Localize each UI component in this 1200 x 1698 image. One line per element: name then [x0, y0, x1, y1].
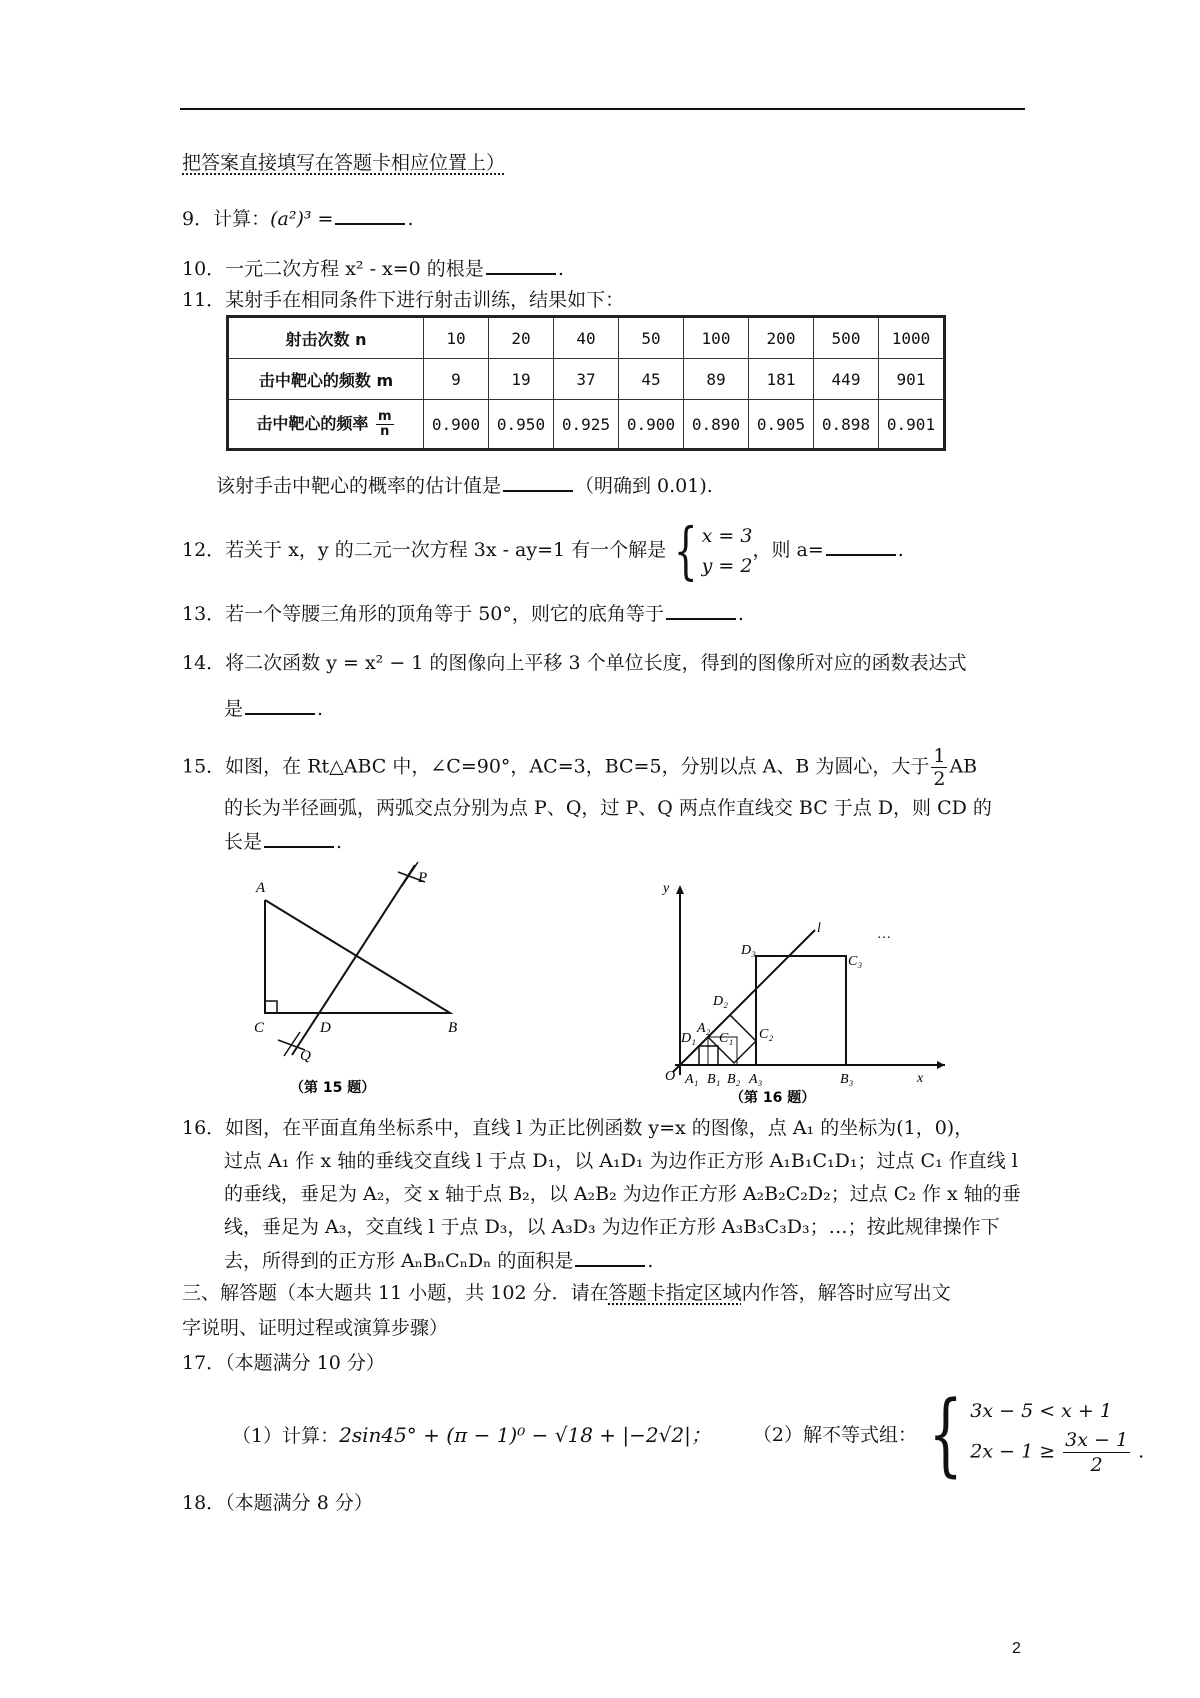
label-A2: A₂ — [697, 1021, 711, 1036]
label-C3: C₃ — [848, 954, 863, 969]
header-rule — [180, 108, 1025, 110]
label-A: A — [256, 880, 266, 896]
question-14-line1: 14．将二次函数 y = x² − 1 的图像向上平移 3 个单位长度，得到的图像所对应的函数表达式 — [182, 652, 967, 674]
label-C: C — [254, 1020, 265, 1036]
answer-blank — [264, 828, 334, 848]
question-15-line1: 15．如图，在 Rt△ABC 中，∠C=90°，AC=3，BC=5，分别以点 A、B 为圆心，大于 $\frac{1}{2}$ AB — [182, 745, 978, 790]
label-B2: B₂ — [727, 1072, 741, 1087]
label-B: B — [448, 1020, 458, 1036]
answer-blank — [503, 472, 573, 492]
header-instruction: 把答案直接填写在答题卡相应位置上） — [182, 152, 506, 174]
answer-blank — [335, 205, 405, 225]
figure-16 — [645, 880, 955, 1105]
question-17-title: 17．（本题满分 10 分） — [182, 1352, 385, 1374]
section-3-heading-cont: 字说明、证明过程或演算步骤） — [182, 1317, 449, 1339]
label-D1: D₁ — [681, 1031, 696, 1046]
label-y: y — [663, 881, 670, 896]
label-C2: C₂ — [759, 1027, 774, 1042]
question-12: 12．若关于 x，y 的二元一次方程 3x - ay=1 有一个解是 { x = 3 y = 2 ，则 a= . — [182, 514, 904, 587]
table-row: 击中靶心的频数 m 9 19 37 45 89 181 449 901 — [228, 359, 945, 400]
figure-15-caption: （第 15 题） — [290, 1080, 376, 1096]
label-l: l — [817, 921, 821, 936]
question-17-body: （1）计算：2sin45° + (π − 1)⁰ − √18 + |−2√2|； （2）解不等式组： { 3x − 5 < x + 1 2x − 1 ≥ $\frac{3x - 1}{2}$ . — [232, 1382, 1145, 1487]
label-C1: C₁ — [719, 1031, 734, 1046]
question-16-line4: 线，垂足为 A₃，交直线 l 于点 D₃，以 A₃D₃ 为边作正方形 A₃B₃C₃D₃；…；按此规律操作下 — [224, 1216, 1000, 1238]
question-16-line1: 16．如图，在平面直角坐标系中，直线 l 为正比例函数 y=x 的图像，点 A₁ 的坐标为(1，0)， — [182, 1117, 974, 1139]
question-18-title: 18．（本题满分 8 分） — [182, 1492, 373, 1514]
question-13: 13．若一个等腰三角形的顶角等于 50°，则它的底角等于 . — [182, 600, 744, 627]
label-D3: D₃ — [741, 943, 756, 958]
question-14-line2: 是 . — [224, 695, 323, 722]
question-11: 11．某射手在相同条件下进行射击训练，结果如下： — [182, 289, 625, 311]
table-row: 击中靶心的频率 $\frac{m}{n}$ 0.900 0.950 0.925 0.900 0.890 0.905 0.898 0.901 — [228, 400, 945, 450]
question-16-line2: 过点 A₁ 作 x 轴的垂线交直线 l 于点 D₁，以 A₁D₁ 为边作正方形 A₁B₁C₁D₁；过点 C₁ 作直线 l — [224, 1150, 1018, 1172]
question-15-line3: 长是 . — [224, 828, 342, 855]
answer-blank — [575, 1247, 645, 1267]
section-3-heading: 三、解答题（本大题共 11 小题，共 102 分．请在答题卡指定区域内作答，解答时应写出文 — [182, 1282, 951, 1304]
figure-16-caption: （第 16 题） — [730, 1090, 816, 1105]
answer-blank — [826, 536, 896, 556]
label-x: x — [917, 1071, 924, 1086]
page-number: 2 — [1012, 1640, 1021, 1657]
label-B1: B₁ — [707, 1072, 721, 1087]
question-15-line2: 的长为半径画弧，两弧交点分别为点 P、Q，过 P、Q 两点作直线交 BC 于点 D，则 CD 的 — [224, 797, 992, 819]
label-Q: Q — [300, 1048, 311, 1064]
label-P: P — [418, 870, 428, 886]
label-D2: D₂ — [713, 994, 728, 1009]
answer-blank — [666, 600, 736, 620]
question-9: 9．计算：(a²)³ = . — [182, 205, 414, 232]
question-10: 10．一元二次方程 x² - x=0 的根是 . — [182, 255, 564, 282]
answer-blank — [486, 255, 556, 275]
label-A1: A₁ — [685, 1072, 699, 1087]
label-A3: A₃ — [749, 1072, 763, 1087]
answer-blank — [245, 695, 315, 715]
question-11-prompt: 该射手击中靶心的概率的估计值是 （明确到 0.01). — [216, 472, 713, 499]
label-O: O — [665, 1069, 676, 1084]
question-16-line5: 去，所得到的正方形 AₙBₙCₙDₙ 的面积是 . — [224, 1247, 653, 1274]
shooting-frequency-table — [226, 315, 946, 451]
table-row: 射击次数 n 10 20 40 50 100 200 500 1000 — [228, 317, 945, 359]
label-ellipsis: … — [877, 927, 891, 942]
figure-15 — [250, 860, 480, 1105]
question-16-line3: 的垂线，垂足为 A₂，交 x 轴于点 B₂，以 A₂B₂ 为边作正方形 A₂B₂C₂D₂；过点 C₂ 作 x 轴的垂 — [224, 1183, 1021, 1205]
label-B3: B₃ — [840, 1072, 854, 1087]
label-D: D — [320, 1020, 331, 1036]
